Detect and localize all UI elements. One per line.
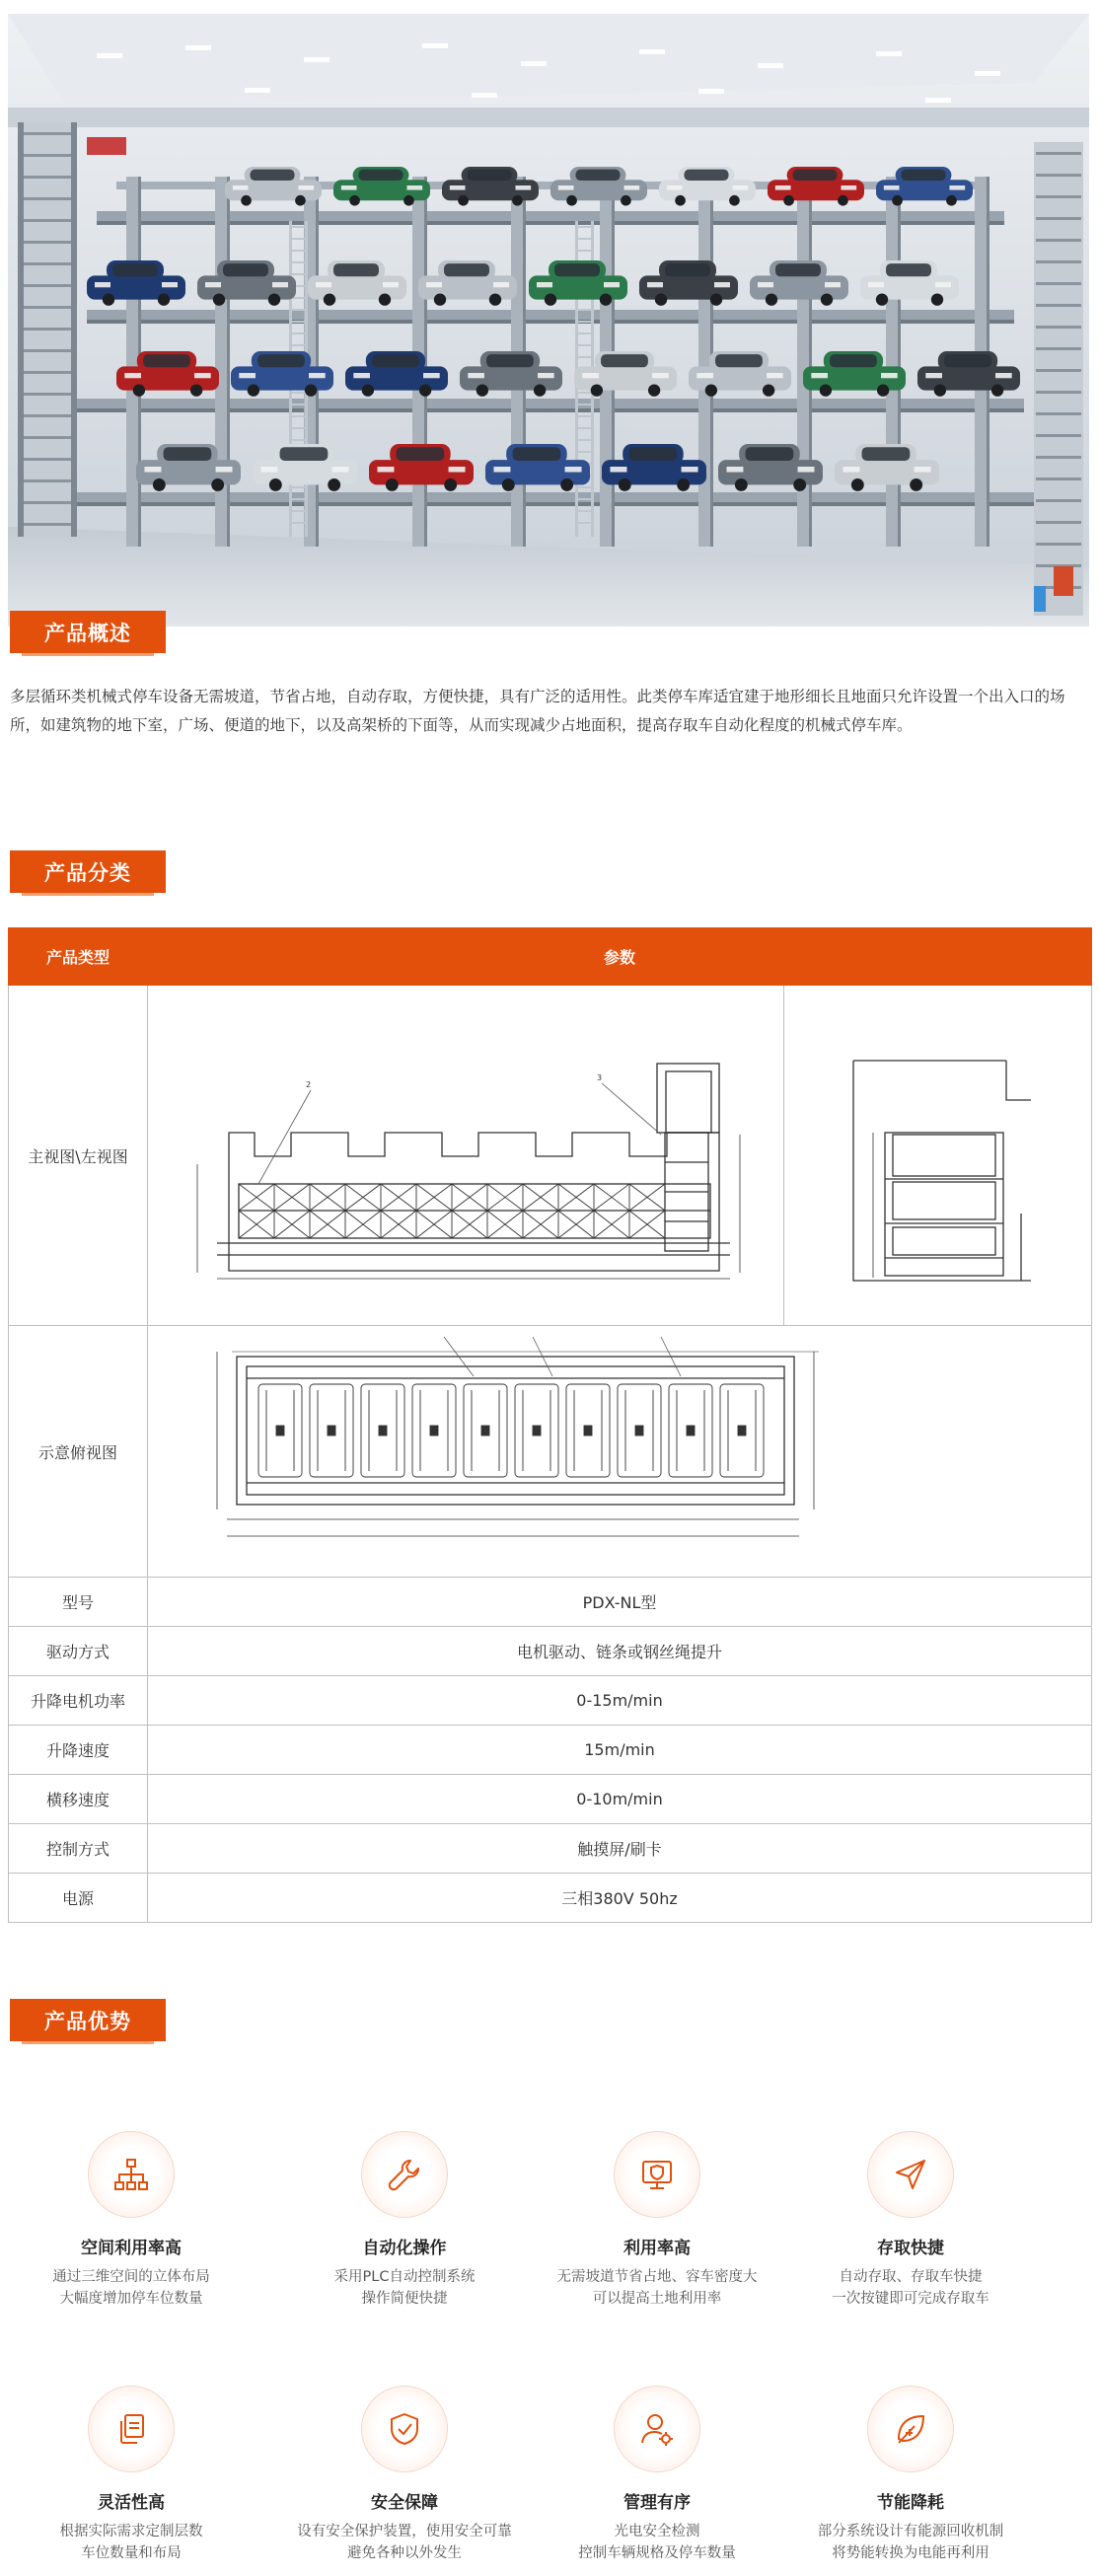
copy-icon — [88, 2386, 175, 2472]
drawing-row-front — [9, 986, 1092, 1326]
spec-label: 升降速度 — [9, 1726, 148, 1775]
advantage-title: 自动化操作 — [362, 2239, 447, 2258]
user-gear-icon — [614, 2386, 700, 2472]
leaf-icon — [867, 2386, 954, 2472]
section-title-category-text: 产品分类 — [44, 860, 131, 885]
svg-text:2: 2 — [306, 1079, 312, 1089]
drawing-row-top — [9, 1326, 1092, 1578]
monitor-shield-icon — [614, 2131, 700, 2218]
spec-label: 横移速度 — [9, 1775, 148, 1824]
side-view-drawing — [784, 986, 1092, 1326]
advantage-desc: 部分系统设计有能源回收机制 将势能转换为电能再利用 — [817, 2524, 1004, 2561]
wrench-icon — [361, 2131, 448, 2218]
spec-table — [8, 927, 1092, 1923]
side-view-svg — [784, 987, 1090, 1325]
advantage-desc: 自动存取、存取车快捷 一次按键即可完成存取车 — [832, 2269, 989, 2307]
hierarchy-icon — [88, 2131, 175, 2218]
top-view-drawing — [148, 1326, 1092, 1578]
row-label-top-view: 示意俯视图 — [9, 1326, 148, 1578]
spec-label: 控制方式 — [9, 1824, 148, 1874]
spec-row — [9, 1874, 1092, 1923]
spec-value: PDX-NL型 — [148, 1578, 1092, 1627]
spec-label: 电源 — [9, 1874, 148, 1923]
spec-row — [9, 1726, 1092, 1775]
advantage-desc: 光电安全检测 控制车辆规格及停车数量 — [578, 2524, 736, 2561]
spec-value: 触摸屏/刷卡 — [148, 1824, 1092, 1874]
send-icon — [867, 2131, 954, 2218]
spec-value: 三相380V 50hz — [148, 1874, 1092, 1923]
advantage-title: 灵活性高 — [98, 2493, 165, 2513]
section-title-category — [10, 850, 166, 893]
header-product-type: 产品类型 — [9, 928, 148, 986]
shield-check-icon — [361, 2386, 448, 2472]
overview-paragraph: 多层循环类机械式停车设备无需坡道，节省占地，自动存取，方便快捷，具有广泛的适用性。此类停车库适宜建于地形细长且地面只允许设置一个出入口的场所，如建筑物的地下室，广场、便道的地下，以及高架桥的下面等，从而实现减少占地面积，提高存取车自动化程度的机械式停车库。 — [10, 688, 1065, 734]
section-title-advantage — [10, 1999, 166, 2041]
front-view-svg — [148, 987, 782, 1325]
top-view-svg — [148, 1327, 1091, 1577]
advantage-title: 空间利用率高 — [81, 2239, 182, 2258]
advantage-desc: 采用PLC自动控制系统 操作简便快捷 — [333, 2269, 476, 2307]
advantage-title: 节能降耗 — [877, 2493, 944, 2513]
hero-parking-image — [8, 14, 1089, 626]
spec-label: 型号 — [9, 1578, 148, 1627]
spec-value: 0-15m/min — [148, 1676, 1092, 1726]
advantage-desc: 通过三维空间的立体布局 大幅度增加停车位数量 — [52, 2269, 210, 2307]
spec-value: 电机驱动、链条或钢丝绳提升 — [148, 1627, 1092, 1676]
advantage-item — [276, 2131, 533, 2310]
spec-label: 驱动方式 — [9, 1627, 148, 1676]
spec-row — [9, 1676, 1092, 1726]
spec-row — [9, 1578, 1092, 1627]
front-view-drawing — [148, 986, 784, 1326]
spec-value: 0-10m/min — [148, 1775, 1092, 1824]
section-title-advantage-text: 产品优势 — [44, 2009, 131, 2033]
spec-value: 15m/min — [148, 1726, 1092, 1775]
advantage-title: 管理有序 — [623, 2493, 691, 2513]
advantage-title: 安全保障 — [371, 2493, 438, 2513]
header-params: 参数 — [148, 928, 1092, 986]
spec-row — [9, 1627, 1092, 1676]
advantage-item — [3, 2386, 259, 2564]
section-title-overview-text: 产品概述 — [44, 621, 131, 645]
advantage-desc: 根据实际需求定制层数 车位数量和布局 — [59, 2524, 203, 2561]
spec-row — [9, 1824, 1092, 1874]
advantage-desc: 无需坡道节省占地、容车密度大 可以提高土地利用率 — [556, 2269, 758, 2307]
advantage-item — [782, 2386, 1039, 2564]
advantage-title: 存取快捷 — [877, 2239, 944, 2258]
advantage-desc: 设有安全保护装置，使用安全可靠 避免各种以外发生 — [297, 2524, 512, 2561]
advantage-item — [276, 2386, 533, 2564]
advantage-item — [782, 2131, 1039, 2310]
spec-table-header — [9, 928, 1092, 986]
advantage-item — [529, 2386, 785, 2564]
spec-label: 升降电机功率 — [9, 1676, 148, 1726]
spec-row — [9, 1775, 1092, 1824]
advantage-title: 利用率高 — [623, 2239, 691, 2258]
svg-text:3: 3 — [597, 1072, 603, 1082]
row-label-front-view: 主视图\左视图 — [9, 986, 148, 1326]
advantages-grid — [0, 2131, 1099, 2565]
advantage-item — [3, 2131, 259, 2310]
section-title-overview — [10, 611, 166, 653]
advantage-item — [529, 2131, 785, 2310]
